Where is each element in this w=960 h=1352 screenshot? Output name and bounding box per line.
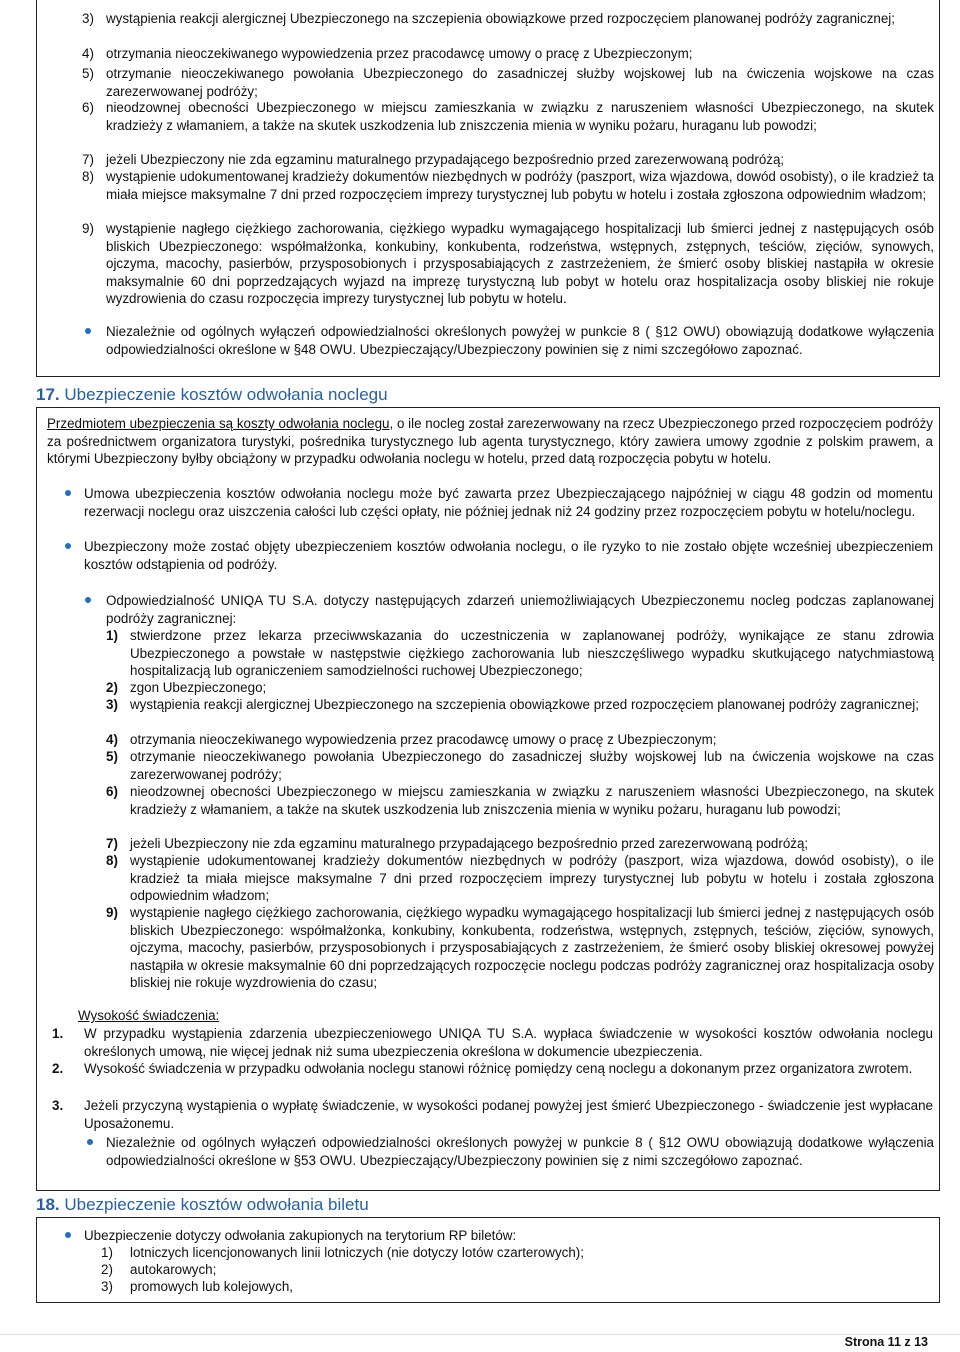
benefit-text: W przypadku wystąpienia zdarzenia ubezpieczeniowego UNIQA TU S.A. wypłaca świadczenie w wysokości kosztów odwołania noclegu określonych umową, nie więcej jednak niż suma ubezpieczenia określona w dokumencie ubezpieczenia. [84,1026,933,1059]
section-17-intro [47,415,933,468]
list-item-text: zgon Ubezpieczonego; [130,680,267,695]
section-title: Ubezpieczenie kosztów odwołania noclegu [64,385,388,404]
list-number: 4) [82,46,94,61]
bullet-icon [65,1232,71,1238]
exclusions-note: Niezależnie od ogólnych wyłączeń odpowiedzialności określonych powyżej w punkcie 8 ( §12 OWU obowiązują dodatkowe wyłączenia odpowiedzialności określone w §53 OWU. Ubezpieczający/Ubezpieczony powinien się z nimi szczegółowo zapoznać. [106,1135,934,1168]
section-17-bullet-2: Ubezpieczony może zostać objęty ubezpieczeniem kosztów odwołania noclegu, o ile ryzyko to nie zostało objęte wcześniej ubezpieczeniem kosztów odstąpienia od podróży. [84,539,933,572]
list-item-text: nieodzownej obecności Ubezpieczonego w miejscu zamieszkania w związku z naruszeniem własności Ubezpieczonego, na skutek kradzieży z włamaniem, a także na skutek uszkodzenia lub zniszczenia mienia w wyniku pożaru, huraganu lub powodzi; [106,100,934,133]
section-18-bullet: Ubezpieczenie dotyczy odwołania zakupionych na terytorium RP biletów: [84,1228,517,1243]
list-number: 2) [106,680,118,695]
list-item-text: jeżeli Ubezpieczony nie zda egzaminu maturalnego przypadającego bezpośrednio przed zarezerwowaną podróżą; [106,152,785,167]
list-number: 1) [106,628,118,643]
list-number: 8) [82,169,94,184]
bullet-icon [65,543,71,549]
section-title: Ubezpieczenie kosztów odwołania biletu [64,1195,369,1214]
section-17-bullet-1: Umowa ubezpieczenia kosztów odwołania noclegu może być zawarta przez Ubezpieczającego najpóźniej w ciągu 48 godzin od momentu rezerwacji noclegu oraz uiszczenia całości lub części opłaty, nie później jednak niż 24 godziny przez rozpoczęciem pobytu w hotelu/noclegu. [84,486,933,519]
list-item-text: wystąpienie nagłego ciężkiego zachorowania, ciężkiego wypadku wymagającego hospitalizacji lub śmierci jednej z następujących osób bliskich Ubezpieczonego: współmałżonka, konkubiny, konkubenta, rodzeństwa, wstępnych, zstępnych, teściów, zięciów, synowych, ojczyma, macochy, pasierbów, przysposobionych i przysposabiających z zastrzeżeniem, że śmierć osoby bliskiej nastąpiła w okresie maksymalnie 60 dni poprzedzających wyjazd na imprezę turystyczną lub pobyt w hotelu oraz hospitalizacja osoby bliskiej nie rokuje wyzdrowienia do czasu rozpoczęcia imprezy turystycznej lub pobytu w hotelu. [106,221,934,306]
list-item-text: promowych lub kolejowych, [130,1279,293,1294]
list-item-text: wystąpienia reakcji alergicznej Ubezpieczonego na szczepienia obowiązkowe przed rozpoczęciem planowanej podróży zagranicznej; [106,11,895,26]
bullet-icon [87,1139,93,1145]
intro-underlined: Przedmiotem ubezpieczenia są koszty odwołania noclegu [47,416,390,431]
page-number: Strona 11 z 13 [844,1335,928,1349]
benefit-text: Wysokość świadczenia w przypadku odwołania noclegu stanowi różnicę pomiędzy ceną noclegu a dokonanym przez organizatora zwrotem. [84,1061,913,1076]
section-number: 18. [36,1195,60,1214]
list-item-text: wystąpienie nagłego ciężkiego zachorowania, ciężkiego wypadku wymagającego hospitalizacji lub śmierci jednej z następujących osób bliskich Ubezpieczonego: współmałżonka, konkubiny, konkubenta, rodzeństwa, wstępnych, zstępnych, teściów, zięciów, synowych, ojczyma, macochy, pasierbów, przysposobionych i przysposabiających z zastrzeżeniem, że śmierć osoby bliskiej okresowej powyżej nastąpiła w okresie maksymalnie 60 dni poprzedzających rozpoczęcie noclegu podczas podróży zagranicznej oraz hospitalizacja osoby bliskiej nie rokuje wyzdrowienia do czasu; [130,905,934,990]
list-item-text: wystąpienia reakcji alergicznej Ubezpieczonego na szczepienia obowiązkowe przed rozpoczęciem planowanej podróży zagranicznej; [130,697,919,712]
benefit-text: Jeżeli przyczyną wystąpienia o wypłatę świadczenie, w wysokości podanej powyżej jest śmierć Ubezpieczonego - świadczenie jest wypłacane Uposażonemu. [84,1098,933,1131]
list-number: 9) [106,905,118,920]
list-number: 4) [106,732,118,747]
list-number: 5) [106,749,118,764]
bullet-icon [85,597,91,603]
exclusions-note: Niezależnie od ogólnych wyłączeń odpowiedzialności określonych powyżej w punkcie 8 ( §12 OWU) obowiązują dodatkowe wyłączenia odpowiedzialności określone w §48 OWU. Ubezpieczający/Ubezpieczony powinien się z nimi szczegółowo zapoznać. [106,324,934,357]
bullet-icon [65,490,71,496]
list-number: 3) [101,1279,113,1294]
list-item-text: lotniczych licencjonowanych linii lotniczych (nie dotyczy lotów czarterowych); [130,1245,584,1260]
list-item-text: jeżeli Ubezpieczony nie zda egzaminu maturalnego przypadającego bezpośrednio przed zarezerwowaną podróżą; [130,836,809,851]
list-item-text: wystąpienie udokumentowanej kradzieży dokumentów niezbędnych w podróży (paszport, wiza wjazdowa, dowód osobisty), o ile kradzież ta miała miejsce maksymalne 7 dni przed rozpoczęciem imprezy turystycznej lub pobytu w hotelu i została zgłoszona odpowiednim władzom; [130,853,934,903]
list-number: 7) [106,836,118,851]
intro-rest: , o ile nocleg został zarezerwowany na rzecz Ubezpieczonego przed rozpoczęciem podróży za pośrednictwem organizatora turystyki, pośrednika turystycznego lub agenta turystycznego, który zawiera umowy zgodnie z polskim prawem, a którymi Ubezpieczony byłby obciążony w przypadku odwołania noclegu w hotelu, przed datą rozpoczęcia pobytu w hotelu. [47,416,933,466]
list-item-text: stwierdzone przez lekarza przeciwwskazania do uczestniczenia w zaplanowanej podróży, wynikające ze stanu zdrowia Ubezpieczonego a powstałe w następstwie ciężkiego zachorowania lub nieszczęśliwego wypadku skutkującego natychmiastową hospitalizacją lub ograniczeniem samodzielności ruchowej Ubezpieczonego; [130,628,934,678]
bullet-icon [85,328,91,334]
list-number: 2) [101,1262,113,1277]
list-number: 6) [82,100,94,115]
section-17-heading [36,385,388,405]
liability-intro: Odpowiedzialność UNIQA TU S.A. dotyczy następujących zdarzeń uniemożliwiających Ubezpieczonemu nocleg podczas zaplanowanej podróży zagranicznej: [106,593,934,626]
list-number: 7) [82,152,94,167]
list-number: 1. [52,1026,64,1041]
list-item-text: otrzymania nieoczekiwanego wypowiedzenia przez pracodawcę umowy o pracę z Ubezpieczonym; [130,732,717,747]
footer-divider [0,1334,960,1335]
list-number: 3) [82,11,94,26]
list-item-text: autokarowych; [130,1262,217,1277]
list-number: 3. [52,1098,64,1113]
list-number: 2. [52,1061,64,1076]
list-item-text: otrzymanie nieoczekiwanego powołania Ubezpieczonego do zasadniczej służby wojskowej lub na ćwiczenia wojskowe na czas zarezerwowanej podróży; [130,749,934,782]
list-number: 9) [82,221,94,236]
list-number: 6) [106,784,118,799]
list-item-text: otrzymania nieoczekiwanego wypowiedzenia przez pracodawcę umowy o pracę z Ubezpieczonym; [106,46,693,61]
list-item-text: wystąpienie udokumentowanej kradzieży dokumentów niezbędnych w podróży (paszport, wiza wjazdowa, dowód osobisty), o ile kradzież ta miała miejsce maksymalne 7 dni przed rozpoczęciem imprezy turystycznej lub pobytu w hotelu i została zgłoszona odpowiednim władzom; [106,169,934,202]
section-18-heading [36,1195,369,1215]
list-number: 3) [106,697,118,712]
list-item-text: nieodzownej obecności Ubezpieczonego w miejscu zamieszkania w związku z naruszeniem własności Ubezpieczonego, na skutek kradzieży z włamaniem, a także na skutek uszkodzenia lub zniszczenia mienia w wyniku pożaru, huraganu lub powodzi; [130,784,934,817]
section-number: 17. [36,385,60,404]
list-number: 1) [101,1245,113,1260]
list-number: 8) [106,853,118,868]
list-number: 5) [82,66,94,81]
list-item-text: otrzymanie nieoczekiwanego powołania Ubezpieczonego do zasadniczej służby wojskowej lub na ćwiczenia wojskowe na czas zarezerwowanej podróży; [106,66,934,99]
benefit-label: Wysokość świadczenia: [78,1008,220,1023]
